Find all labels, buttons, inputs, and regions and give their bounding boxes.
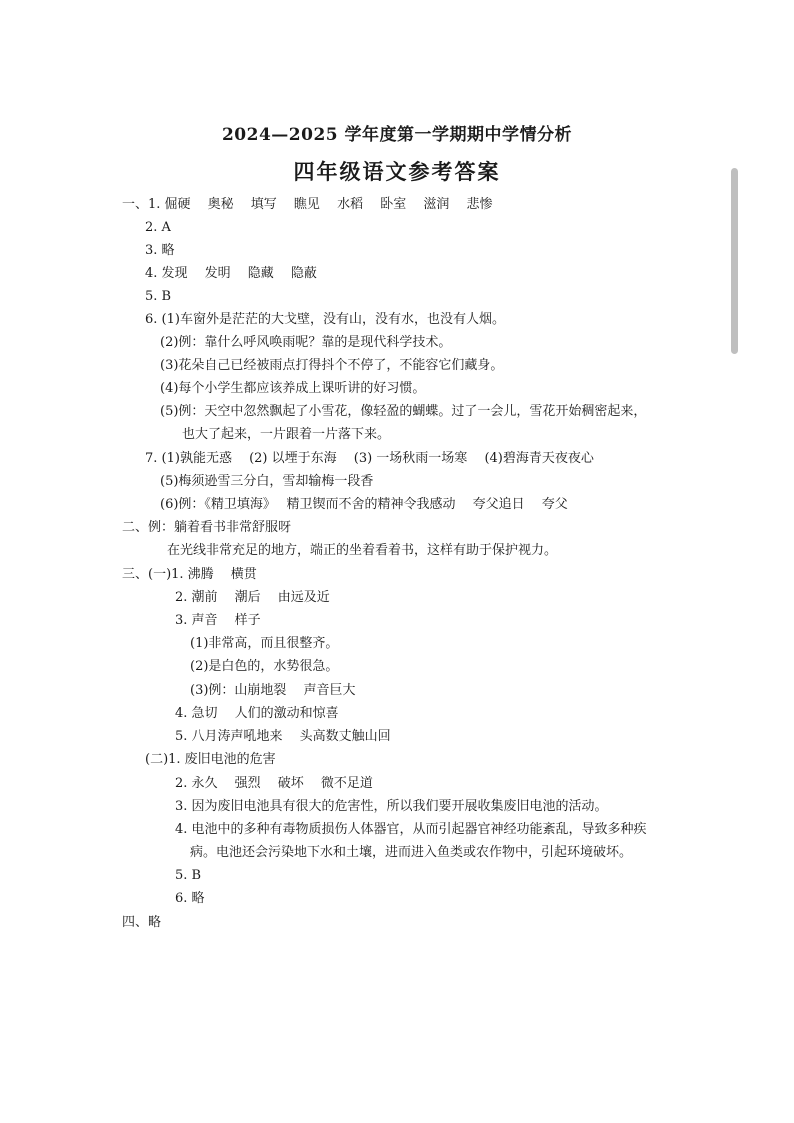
answer-line: 7. (1)孰能无惑 (2) 以堙于东海 (3) 一场秋雨一场寒 (4)碧海青天夜夜心 (145, 451, 594, 466)
answer-line: 4. 发现 发明 隐藏 隐蔽 (145, 266, 317, 281)
answer-line: 一、1. 倔硬 奥秘 填写 瞧见 水稻 卧室 滋润 悲惨 (122, 197, 493, 212)
answer-line: 2. 永久 强烈 破坏 微不足道 (175, 776, 373, 791)
answer-line: (4)每个小学生都应该养成上课听讲的好习惯。 (160, 381, 426, 396)
document-subtitle: 四年级语文参考答案 (293, 159, 501, 184)
answer-line: (5)例：天空中忽然飘起了小雪花，像轻盈的蝴蝶。过了一会儿，雪花开始稠密起来， (160, 404, 647, 419)
answer-line: (2)是白色的，水势很急。 (190, 659, 339, 674)
answer-line: 6. 略 (175, 891, 205, 906)
vertical-scrollbar[interactable] (731, 168, 738, 354)
answer-line: (二)1. 废旧电池的危害 (145, 752, 276, 767)
answer-line: 2. 潮前 潮后 由远及近 (175, 590, 330, 605)
answer-line: (6)例：《精卫填海》 精卫锲而不舍的精神令我感动 夸父追日 夸父 (160, 497, 568, 512)
answer-line: 5. 八月涛声吼地来 头高数丈触山回 (175, 729, 391, 744)
answer-line: 病。电池还会污染地下水和土壤，进而进入鱼类或农作物中，引起环境破坏。 (190, 845, 633, 860)
answer-line: 在光线非常充足的地方，端正的坐着看着书，这样有助于保护视力。 (167, 543, 558, 558)
answer-line: 3. 略 (145, 243, 175, 258)
answer-line: 6. (1)车窗外是茫茫的大戈壁，没有山，没有水，也没有人烟。 (145, 312, 505, 327)
answer-line: 也大了起来，一片跟着一片落下来。 (182, 427, 391, 442)
answer-line: (3)花朵自己已经被雨点打得抖个不停了，不能容它们藏身。 (160, 358, 504, 373)
answer-line: 四、略 (122, 915, 162, 930)
answer-line: 4. 电池中的多种有毒物质损伤人体器官，从而引起器官神经功能紊乱，导致多种疾 (175, 822, 647, 837)
answer-line: 3. 因为废旧电池具有很大的危害性，所以我们要开展收集废旧电池的活动。 (175, 799, 608, 814)
answer-line: 三、(一)1. 沸腾 横贯 (122, 567, 257, 582)
document-title: 2024—2025 学年度第一学期期中学情分析 (221, 125, 573, 145)
answer-line: 二、例：躺着看书非常舒服呀 (122, 520, 292, 535)
answer-line: (5)梅须逊雪三分白，雪却输梅一段香 (160, 474, 374, 489)
answer-line: (1)非常高，而且很整齐。 (190, 636, 339, 651)
answer-line: 2. A (145, 220, 171, 235)
answer-line: 5. B (175, 868, 202, 883)
answer-line: 5. B (145, 289, 172, 304)
answer-line: 4. 急切 人们的激动和惊喜 (175, 706, 339, 721)
answer-line: 3. 声音 样子 (175, 613, 261, 628)
answer-line: (3)例：山崩地裂 声音巨大 (190, 683, 356, 698)
answer-line: (2)例：靠什么呼风唤雨呢？靠的是现代科学技术。 (160, 335, 452, 350)
